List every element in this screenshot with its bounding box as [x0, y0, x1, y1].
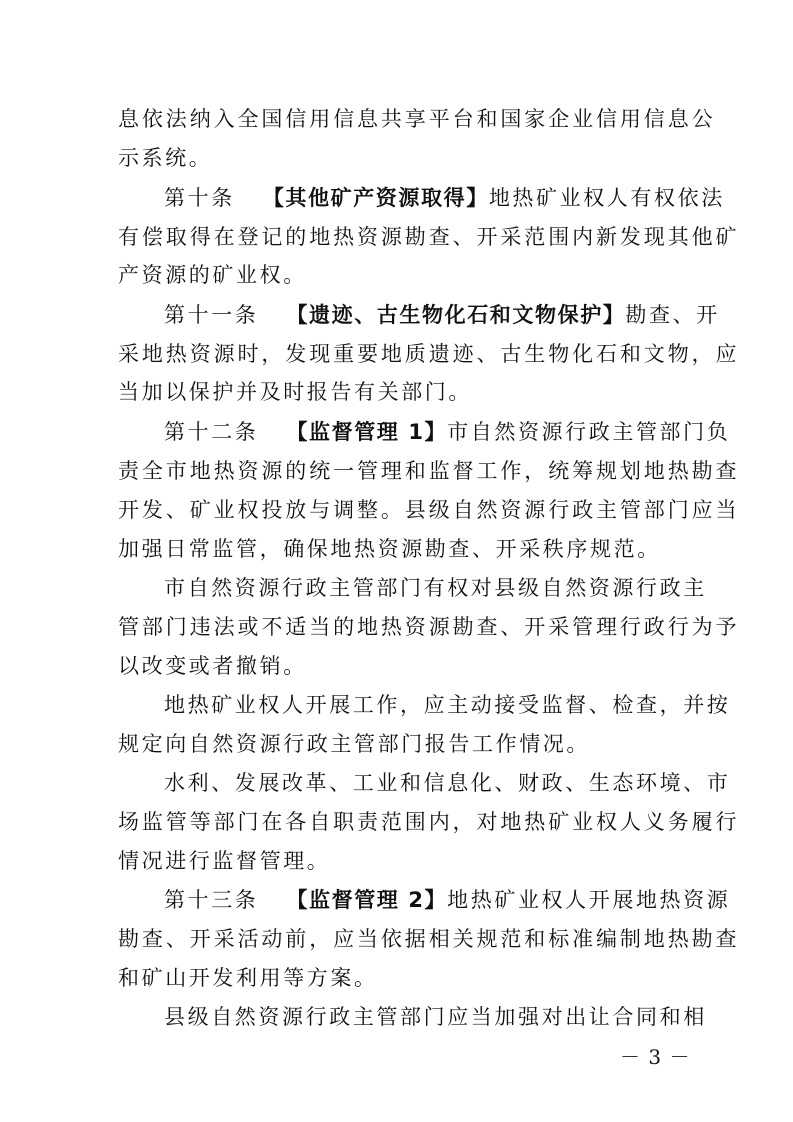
article-heading-line: [164, 887, 731, 913]
text-line: 县级自然资源行政主管部门应当加强对出让合同和相: [164, 1005, 707, 1029]
text-line: 情况进行监督管理。: [118, 849, 331, 873]
text-line: 和矿山开发利用等方案。: [118, 966, 378, 990]
text-line: 市自然资源行政主管部门有权对县级自然资源行政主: [164, 576, 707, 600]
article-number: 第十一条: [164, 303, 259, 327]
page-number: － 3 －: [620, 1045, 691, 1069]
article-heading-line: [164, 419, 731, 445]
text-line: 地热矿业权人开展工作，应主动接受监督、检查，并按: [164, 693, 731, 717]
article-text: 勘查、开: [625, 303, 720, 327]
text-line: 有偿取得在登记的地热资源勘查、开采范围内新发现其他矿: [118, 225, 740, 249]
text-line: 开发、矿业权投放与调整。县级自然资源行政主管部门应当: [118, 498, 740, 522]
text-line: 加强日常监管，确保地热资源勘查、开采秩序规范。: [118, 537, 661, 561]
text-line: 责全市地热资源的统一管理和监督工作，统筹规划地热勘查: [118, 459, 740, 483]
article-heading-line: [164, 185, 725, 211]
article-text: 市自然资源行政主管部门负: [447, 420, 731, 444]
article-number: 第十二条: [164, 420, 259, 444]
article-number: 第十条: [164, 186, 235, 210]
text-line: 息依法纳入全国信用信息共享平台和国家企业信用信息公: [118, 107, 716, 131]
article-title: 【遗迹、古生物化石和文物保护】: [286, 303, 626, 327]
text-line: 勘查、开采活动前，应当依据相关规范和标准编制地热勘查: [118, 927, 740, 951]
text-line: 水利、发展改革、工业和信息化、财政、生态环境、市: [164, 771, 731, 795]
article-heading-line: [164, 302, 720, 328]
text-line: 以改变或者撤销。: [118, 654, 307, 678]
text-line: 产资源的矿业权。: [118, 263, 307, 287]
text-line: 采地热资源时，发现重要地质遗迹、古生物化石和文物，应: [118, 342, 740, 366]
article-title: 【监督管理 2】: [286, 888, 448, 912]
article-title: 【监督管理 1】: [286, 420, 448, 444]
article-number: 第十三条: [164, 888, 259, 912]
text-line: 规定向自然资源行政主管部门报告工作情况。: [118, 732, 590, 756]
text-line: 场监管等部门在各自职责范围内，对地热矿业权人义务履行: [118, 810, 740, 834]
article-title: 【其他矿产资源取得】: [262, 186, 489, 210]
article-text: 地热矿业权人开展地热资源: [447, 888, 731, 912]
text-line: 示系统。: [118, 146, 213, 170]
text-line: 管部门违法或不适当的地热资源勘查、开采管理行政行为予: [118, 615, 740, 639]
article-text: 地热矿业权人有权依法: [488, 186, 725, 210]
text-line: 当加以保护并及时报告有关部门。: [118, 380, 472, 404]
